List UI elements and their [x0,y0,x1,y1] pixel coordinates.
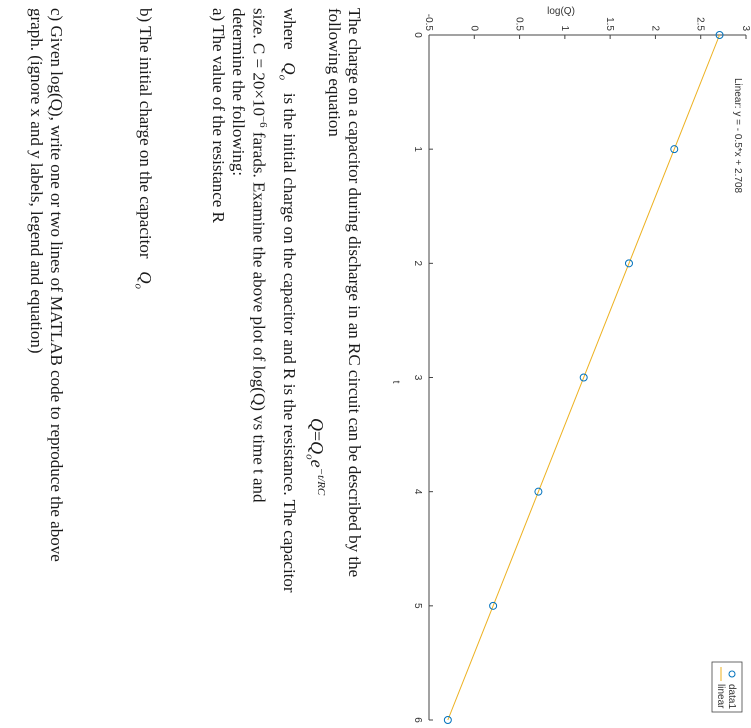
x-tick-label: 3 [412,374,423,381]
part-b-symbol: Q [136,271,155,284]
part-b-text: b) The initial charge on the capacitor [136,8,155,259]
part-b [129,8,155,289]
y-tick-label: 1.5 [604,17,616,31]
fit-equation-annotation: Linear: y = - 0.5*x + 2.708 [732,78,743,194]
x-tick-label: 6 [412,717,423,723]
y-tick-label: -0.5 [423,13,434,31]
equation-exponential: e [307,459,327,468]
charge-equation [303,418,327,495]
part-c-line-1: c) Given log(Q), write one or two lines of MATLAB code to reproduce the above [47,8,66,562]
part-a: a) The value of the resistance R [208,8,228,223]
intro-paragraph [324,8,364,577]
where-prefix: where [280,8,299,50]
part-b-subscript: o [132,283,145,290]
equation-subscript: o [303,454,316,460]
equation-exponent: −t/RC [315,467,327,496]
intro-line-2: following equation [325,8,344,137]
legend-label-data1: data1 [726,684,737,710]
size-prefix: size. C = 20×10 [248,8,268,116]
where-line [273,8,299,593]
y-tick-label: 3 [740,25,751,31]
description-paragraph [208,8,299,593]
x-tick-label: 5 [412,603,423,609]
x-tick-label: 1 [412,146,423,152]
part-c [26,8,66,562]
equation-base: Q [307,441,327,455]
part-c-line-2: graph. (ignore x and y labels, legend and equation) [27,8,46,354]
intro-line-1: The charge on a capacitor during discharge in an RC circuit can be described by the [345,8,364,578]
y-tick-label: 0 [468,25,480,31]
equation-lhs: Q [307,418,327,431]
y-tick-label: 1 [558,25,570,31]
where-subscript: o [276,74,289,81]
y-tick-label: 2 [649,25,661,31]
y-tick-label: 2.5 [694,17,706,31]
x-tick-label: 0 [412,32,423,38]
determine-line: determine the following: [228,8,248,177]
equation-equals: = [307,431,327,442]
x-tick-label: 4 [412,488,423,495]
y-tick-label: 0.5 [513,17,525,31]
size-rest: farads. Examine the above plot of log(Q) vs time t and [248,127,268,503]
x-tick-label: 2 [412,260,423,267]
where-symbol: Q [280,62,299,75]
legend-label-linear: linear [715,684,726,709]
linear-fit-line [448,35,720,720]
size-exponent: −6 [256,115,269,128]
log-q-vs-t-chart [391,0,751,728]
size-line [248,8,273,593]
where-rest: is the initial charge on the capacitor and R is the resistance. The capacitor [280,92,299,593]
x-axis-label: t [390,380,401,384]
y-axis-label: log(Q) [547,6,575,17]
